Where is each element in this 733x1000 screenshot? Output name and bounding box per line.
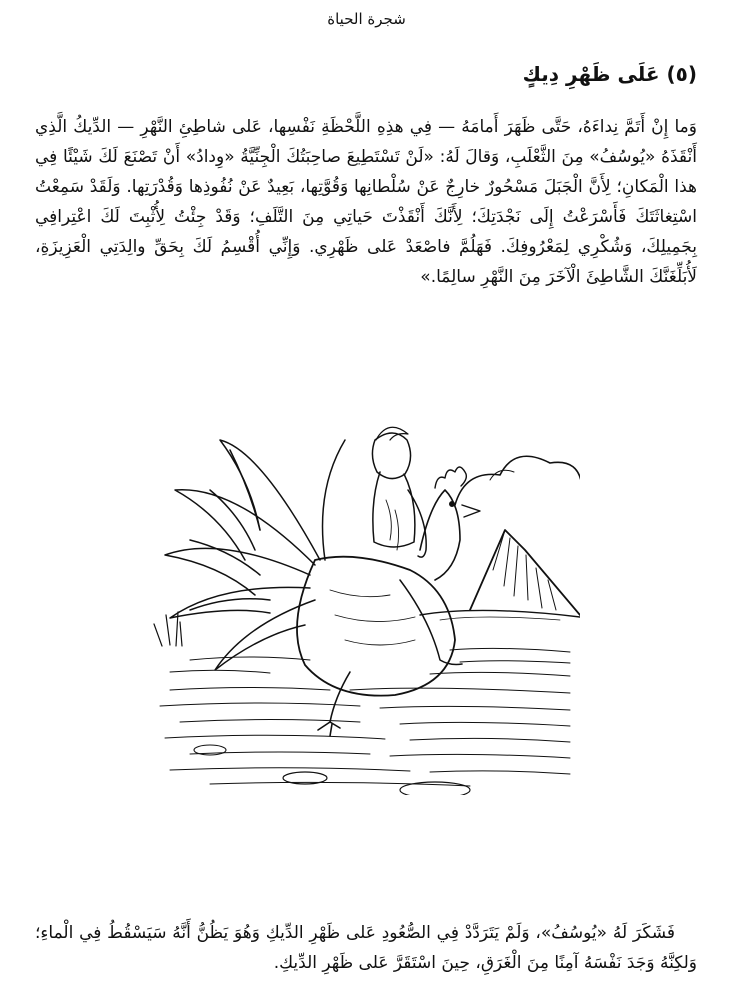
rooster-tail bbox=[165, 440, 345, 670]
far-shore bbox=[420, 610, 580, 617]
rooster-comb bbox=[435, 467, 466, 488]
paragraph: وَما إِنْ أَتَمَّ نِداءَهُ، حَتَّى ظَهَرَ أَمامَهُ — فِي هذِهِ اللَّحْظَةِ نَفْسِها، عَلى شاطِئِ النَّهْرِ — الدِّيكُ الَّذِي أَنْقَذَهُ «يُوسُفُ» مِنَ الثَّعْلَبِ، وَقالَ لَهُ: «لَنْ تَسْتَطِيعَ صاحِبَتُكَ الْجِنِّيَّةُ «وِدادُ» أَنْ تَصْنَعَ لَكَ شَيْئًا فِي هذا الْمَكانِ؛ لِأَنَّ الْجَبَلَ مَسْحُورٌ خارِجٌ عَنْ سُلْطانِها وَقُوَّتِها، بَعِيدٌ عَنْ نُفُوذِها وَقُدْرَتِها. وَلَقَدْ سَمِعْتُ اسْتِغاثَتَكَ فَأَسْرَعْتُ إِلَى نَجْدَتِكَ؛ لِأَنَّكَ أَنْقَذْتَ حَياتِي مِنَ التَّلَفِ؛ وَقَدْ جِئْتُ لِأُثْبِتَ لَكَ اعْتِرافِي بِجَمِيلِكَ، وَشُكْرِي لِمَعْرُوفِكَ. فَهَلُمَّ فاصْعَدْ عَلى ظَهْرِي. وَإِنِّي أُقْسِمُ لَكَ بِحَقِّ والِدَتِي الْعَزِيزَةِ، لَأُبَلِّغَنَّكَ الشَّاطِئَ الْآخَرَ مِنَ النَّهْرِ سالِمًا.» bbox=[35, 117, 697, 287]
chapter-title: (٥) عَلَى ظَهْرِ دِيكٍ bbox=[522, 62, 697, 86]
rooster-beak bbox=[462, 505, 480, 517]
boy-head bbox=[372, 433, 410, 479]
lily-pad bbox=[400, 782, 470, 795]
paragraph: فَشَكَرَ لَهُ «يُوسُفُ»، وَلَمْ يَتَرَدَّدْ فِي الصُّعُودِ عَلى ظَهْرِ الدِّيكِ وَهُوَ يَظُنُّ أَنَّهُ سَيَسْقُطُ فِي الْماءِ؛ وَلكِنَّهُ وَجَدَ نَفْسَهُ آمِنًا مِنَ الْغَرَقِ، حِينَ اسْتَقَرَّ عَلى ظَهْرِ الدِّيكِ. bbox=[35, 923, 697, 973]
boy-torso bbox=[373, 472, 415, 547]
river-water bbox=[160, 648, 570, 786]
boy-riding-rooster-illustration bbox=[150, 410, 580, 795]
rooster-eye bbox=[450, 502, 455, 507]
boy-rider bbox=[372, 427, 462, 664]
mountain bbox=[470, 530, 580, 615]
rooster-body bbox=[297, 557, 455, 696]
running-header: شجرة الحياة bbox=[327, 10, 406, 28]
boy-arm bbox=[408, 490, 426, 557]
